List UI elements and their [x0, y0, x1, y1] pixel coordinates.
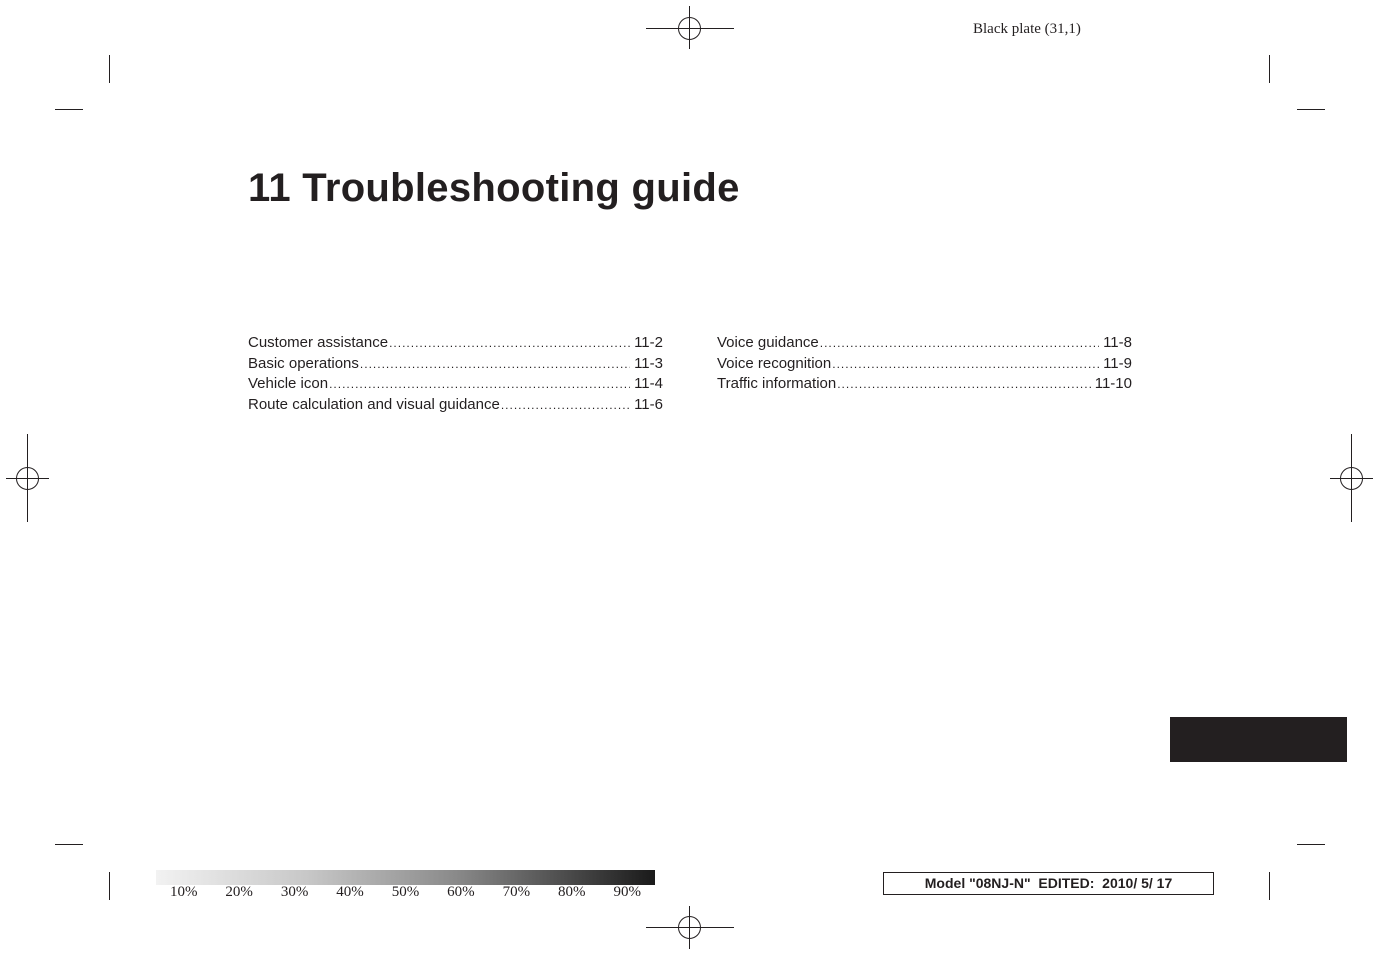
gray-scale-label: 40% [336, 884, 364, 900]
toc-entry-page: 11-2 [634, 334, 663, 351]
toc-entry[interactable] [248, 375, 663, 396]
registration-mark-right-circle [1340, 467, 1363, 490]
gray-scale-label: 30% [280, 884, 309, 900]
toc-entry-page: 11-9 [1103, 354, 1132, 372]
gray-scale-label: 20% [225, 884, 253, 900]
toc-entry[interactable] [248, 355, 663, 376]
toc-leader-dots [837, 377, 1091, 391]
toc-leader-dots [329, 377, 630, 391]
toc-entry-page: 11-6 [634, 396, 663, 414]
toc-entry[interactable] [717, 375, 1132, 396]
toc-entry[interactable] [248, 334, 663, 355]
toc-entry-label: Voice recognition [717, 354, 832, 372]
registration-mark-left-circle [16, 467, 39, 490]
toc-entry[interactable] [717, 355, 1132, 376]
toc-left-column [248, 334, 663, 417]
gray-scale-label: 70% [502, 884, 531, 900]
crop-mark-bottom-right-horizontal [1297, 844, 1325, 845]
toc-entry-label: Basic operations [248, 354, 359, 372]
toc-entry[interactable] [717, 334, 1132, 355]
gray-scale-label: 10% [169, 884, 198, 900]
gray-scale-label: 60% [447, 884, 475, 900]
crop-mark-bottom-left-vertical [109, 872, 110, 900]
chapter-title: 11 Troubleshooting guide [248, 166, 740, 210]
gray-scale-label: 80% [558, 884, 586, 900]
registration-mark-top-circle [678, 17, 701, 40]
toc-entry-page: 11-8 [1103, 334, 1132, 351]
toc-leader-dots [832, 357, 1099, 371]
toc-entry-label: Vehicle icon [248, 375, 329, 393]
gray-scale-bar [156, 870, 655, 885]
crop-mark-top-right-horizontal [1297, 109, 1325, 110]
toc-leader-dots [820, 336, 1099, 350]
crop-mark-bottom-right-vertical [1269, 872, 1270, 900]
toc-entry-label: Traffic information [717, 375, 837, 393]
toc-entry-label: Customer assistance [248, 334, 389, 351]
chapter-tab-block [1170, 717, 1347, 762]
gray-scale-label: 90% [613, 884, 641, 900]
crop-mark-bottom-left-horizontal [55, 844, 83, 845]
crop-mark-top-right-vertical [1269, 55, 1270, 83]
plate-label: Black plate (31,1) [973, 21, 1081, 37]
toc-entry-page: 11-10 [1094, 375, 1132, 393]
crop-mark-top-left-vertical [109, 55, 110, 83]
crop-mark-top-left-horizontal [55, 109, 83, 110]
toc-right-column [717, 334, 1132, 396]
gray-scale-labels [156, 884, 655, 901]
toc-entry[interactable] [248, 396, 663, 417]
toc-entry-page: 11-4 [634, 375, 663, 393]
registration-mark-bottom-circle [678, 916, 701, 939]
toc-entry-page: 11-3 [634, 354, 663, 372]
gray-scale-label: 50% [391, 884, 420, 900]
toc-leader-dots [389, 336, 630, 350]
toc-entry-label: Route calculation and visual guidance [248, 396, 500, 414]
model-edited-box: Model "08NJ-N" EDITED: 2010/ 5/ 17 [883, 872, 1214, 895]
toc-leader-dots [360, 357, 630, 371]
toc-leader-dots [501, 398, 630, 412]
toc-entry-label: Voice guidance [717, 334, 819, 351]
